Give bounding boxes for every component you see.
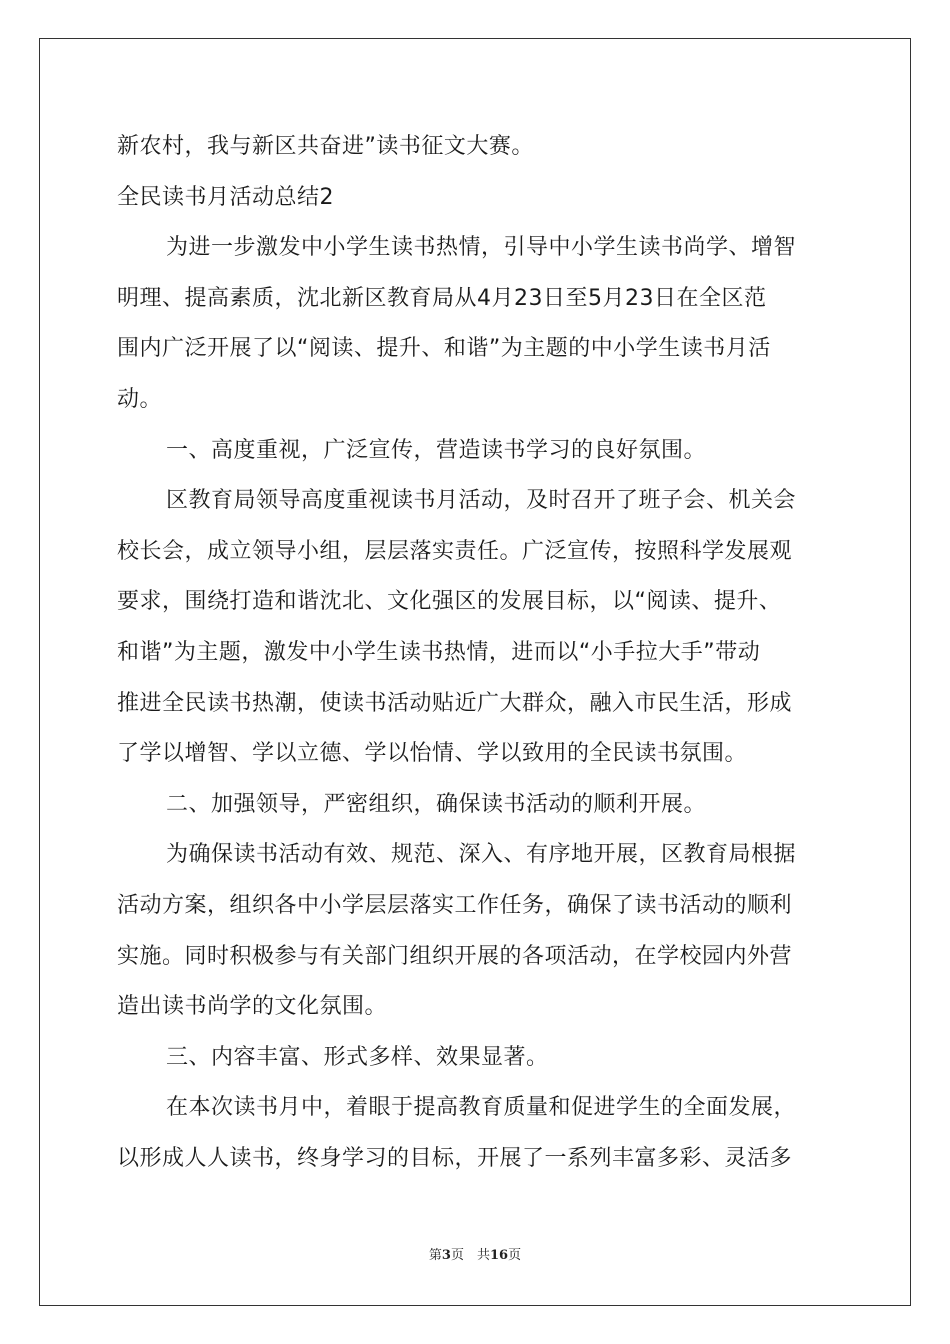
text-line: 一、高度重视，广泛宣传，营造读书学习的良好氛围。 xyxy=(166,437,707,463)
text-line: 二、加强领导，严密组织，确保读书活动的顺利开展。 xyxy=(166,791,707,817)
page-prefix: 第 xyxy=(428,1248,442,1263)
text-line: 了学以增智、学以立德、学以怡情、学以致用的全民读书氛围。 xyxy=(117,741,748,767)
text-line: 围内广泛开展了以“阅读、提升、和谐”为主题的中小学生读书月活 xyxy=(117,336,771,362)
text-line: 三、内容丰富、形式多样、效果显著。 xyxy=(166,1044,549,1070)
text-line: 以形成人人读书，终身学习的目标，开展了一系列丰富多彩、灵活多 xyxy=(117,1145,793,1171)
document-body xyxy=(117,122,833,1184)
text-line: 和谐”为主题，激发中小学生读书热情，进而以“小手拉大手”带动 xyxy=(117,639,761,665)
text-line: 区教育局领导高度重视读书月活动，及时召开了班子会、机关会 xyxy=(166,488,797,514)
text-line: 校长会，成立领导小组，层层落实责任。广泛宣传，按照科学发展观 xyxy=(117,538,793,564)
text-line: 在本次读书月中，着眼于提高教育质量和促进学生的全面发展， xyxy=(166,1095,797,1121)
page-footer xyxy=(0,1244,950,1263)
text-line: 明理、提高素质，沈北新区教育局从4月23日至5月23日在全区范 xyxy=(117,285,767,311)
total-pages-number: 16 xyxy=(489,1248,509,1263)
current-page-number: 3 xyxy=(441,1248,451,1263)
text-line: 全民读书月活动总结2 xyxy=(117,184,334,210)
text-line: 活动方案，组织各中小学层层落实工作任务，确保了读书活动的顺利 xyxy=(117,892,793,918)
page-suffix: 页 xyxy=(508,1248,522,1263)
text-line: 推进全民读书热潮，使读书活动贴近广大群众，融入市民生活，形成 xyxy=(117,690,793,716)
page-mid-text: 页 共 xyxy=(450,1248,490,1263)
text-line: 动。 xyxy=(117,386,163,412)
text-line: 造出读书尚学的文化氛围。 xyxy=(117,994,388,1020)
text-line: 实施。同时积极参与有关部门组织开展的各项活动，在学校园内外营 xyxy=(117,943,793,969)
text-line: 新农村，我与新区共奋进”读书征文大赛。 xyxy=(117,134,534,159)
text-line: 要求，围绕打造和谐沈北、文化强区的发展目标，以“阅读、提升、 xyxy=(117,589,782,615)
text-line: 为确保读书活动有效、规范、深入、有序地开展，区教育局根据 xyxy=(166,842,797,868)
text-line: 为进一步激发中小学生读书热情，引导中小学生读书尚学、增智 xyxy=(166,235,797,261)
